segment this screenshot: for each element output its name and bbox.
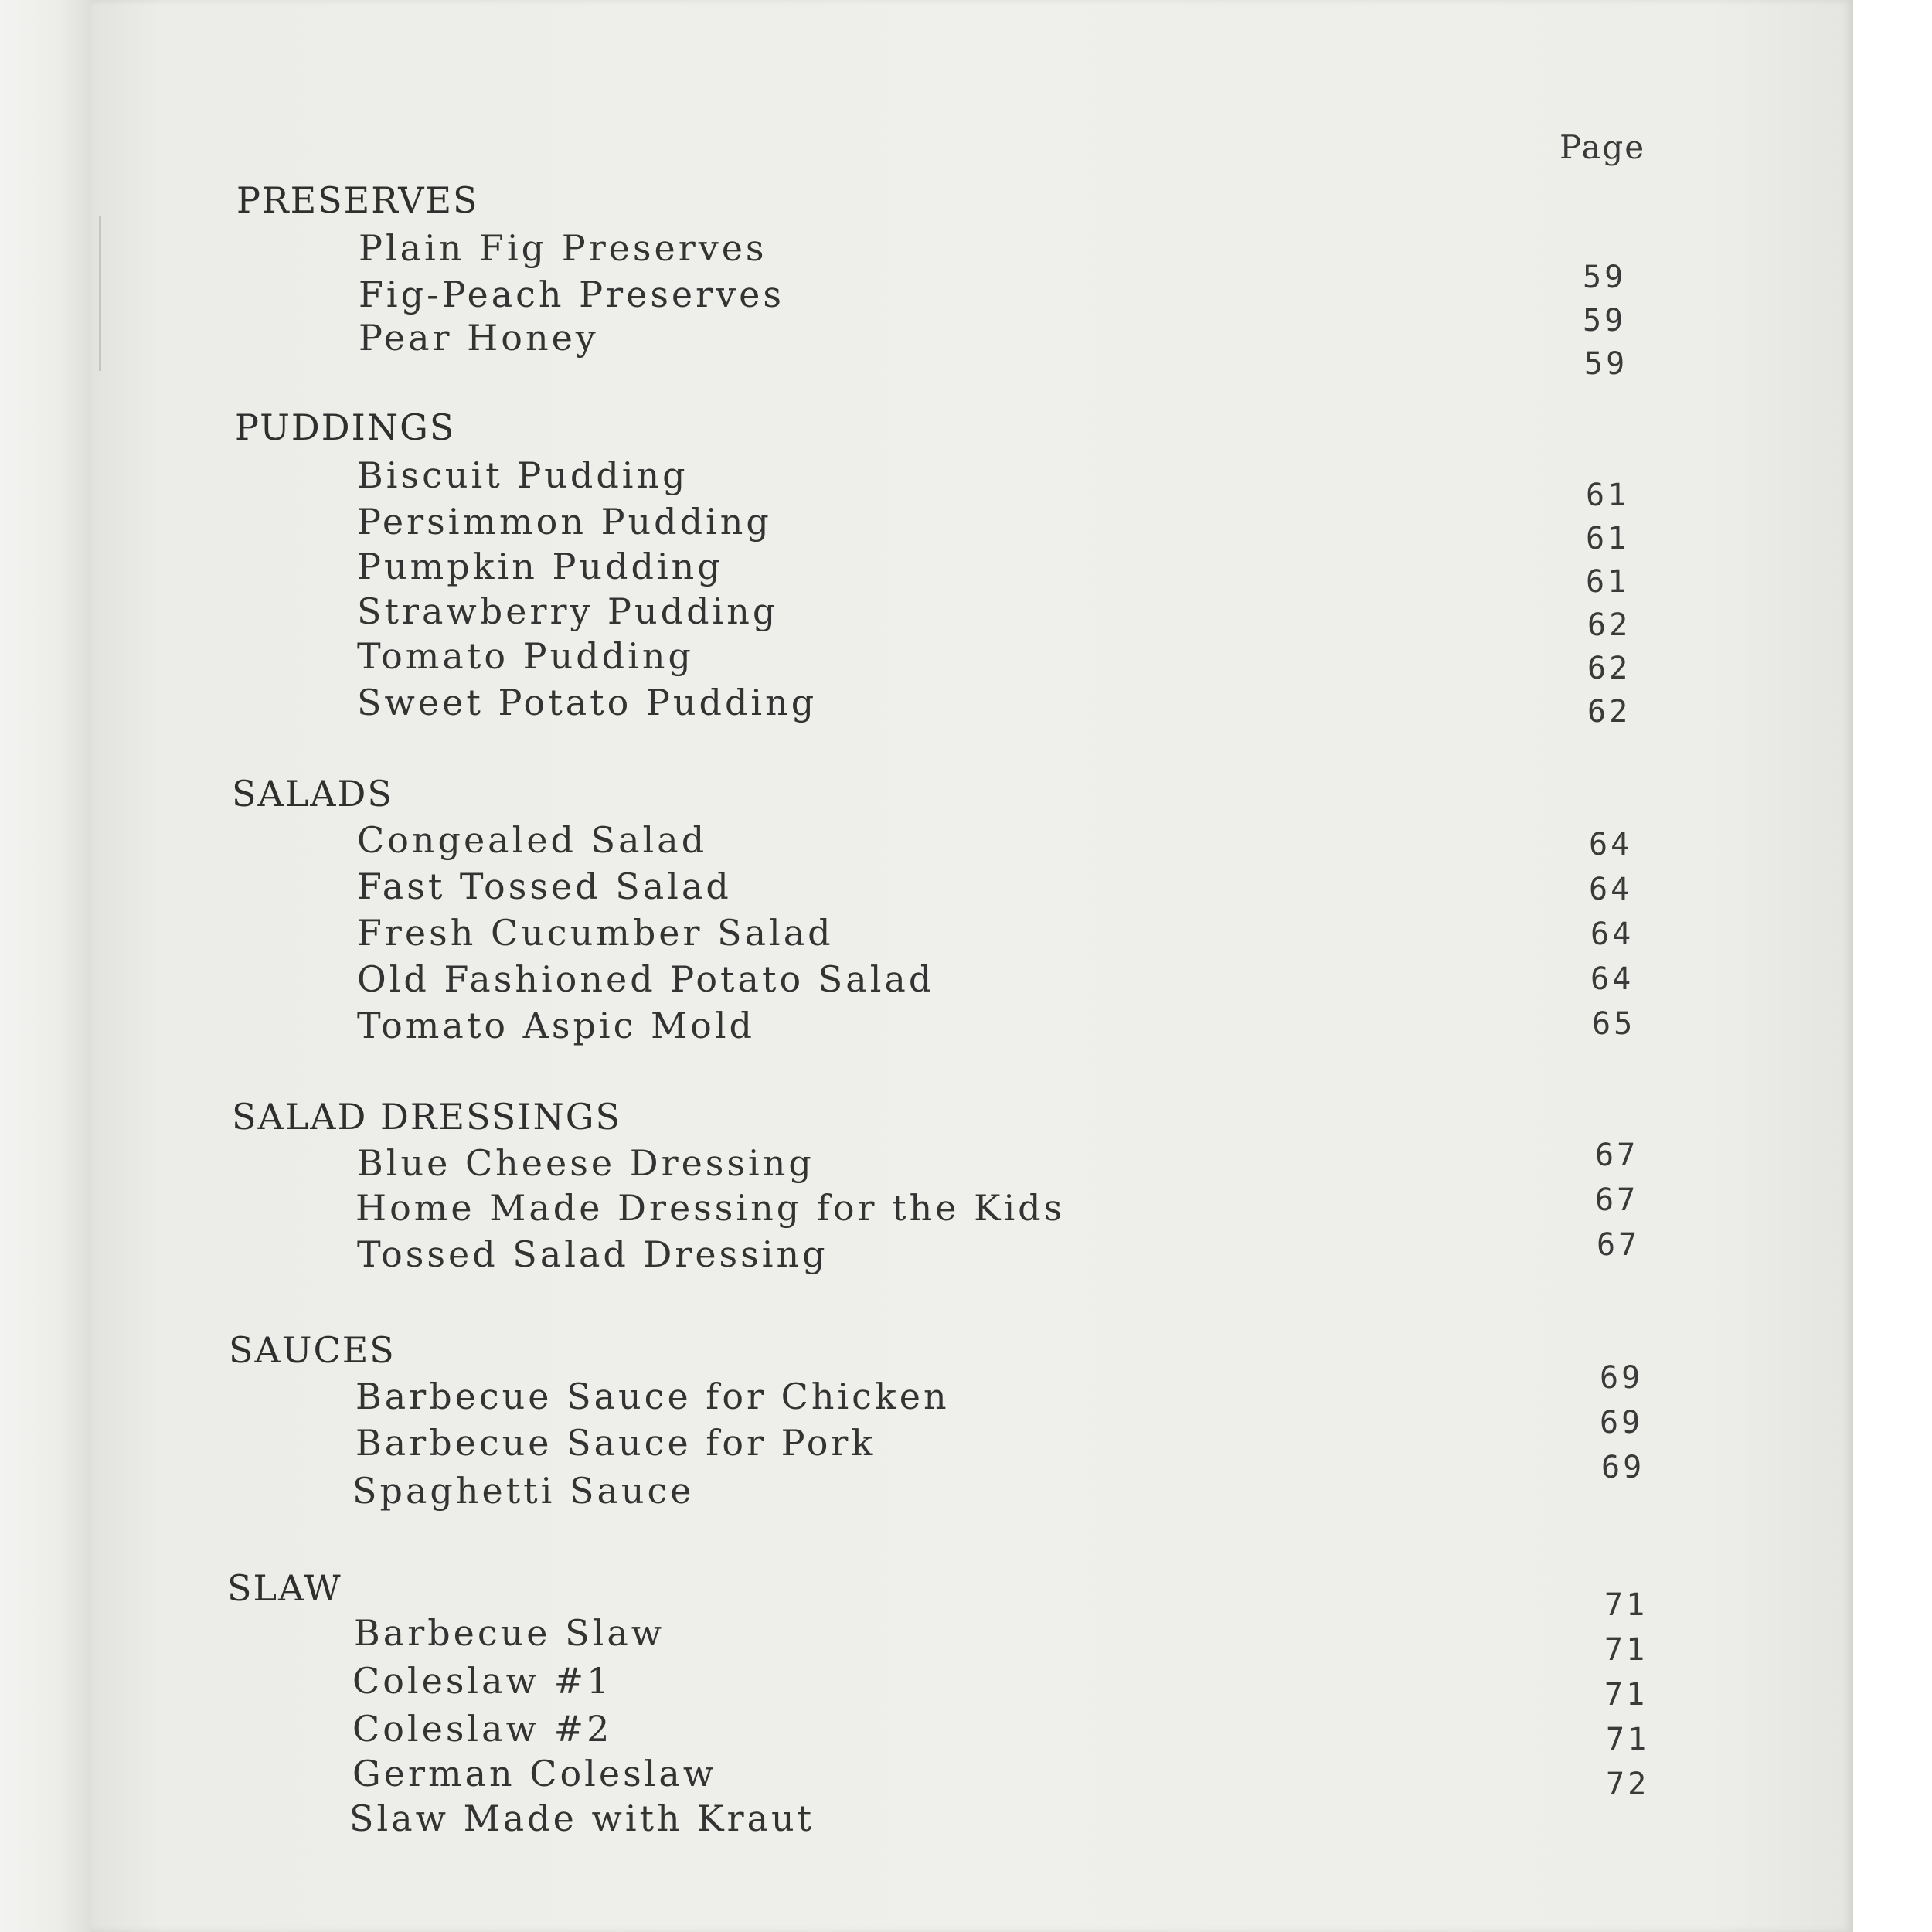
page-number: 69 [1600,1360,1644,1396]
entry-pumpkin-pudding: Pumpkin Pudding [357,546,723,587]
entry-strawberry-pudding: Strawberry Pudding [357,590,779,632]
page-number: 69 [1600,1405,1644,1440]
page-column-heading: Page [1560,128,1646,166]
page-number: 62 [1587,651,1631,686]
page-number: 59 [1583,303,1627,338]
entry-fig-peach-preserves: Fig-Peach Preserves [359,274,784,315]
page-number: 64 [1590,961,1634,997]
section-title-slaw: SLAW [227,1567,342,1609]
page-number: 64 [1589,827,1633,862]
page-number: 62 [1587,694,1631,730]
page-number: 69 [1601,1450,1645,1485]
left-page-edge [0,0,100,1932]
entry-persimmon-pudding: Persimmon Pudding [357,501,772,543]
entry-home-made-dressing-for-the-kids: Home Made Dressing for the Kids [355,1187,1066,1229]
entry-fresh-cucumber-salad: Fresh Cucumber Salad [357,912,834,954]
entry-barbecue-sauce-for-chicken: Barbecue Sauce for Chicken [355,1376,950,1417]
entry-biscuit-pudding: Biscuit Pudding [357,454,689,496]
page-number: 64 [1589,872,1633,907]
entry-tossed-salad-dressing: Tossed Salad Dressing [357,1233,828,1275]
entry-coleslaw-2: Coleslaw #2 [352,1708,613,1750]
page-number: 72 [1606,1767,1650,1802]
page-number: 71 [1604,1587,1648,1623]
entry-tomato-pudding: Tomato Pudding [357,635,694,677]
entry-blue-cheese-dressing: Blue Cheese Dressing [357,1142,815,1184]
section-title-salads: SALADS [232,773,393,815]
page-number: 62 [1587,607,1631,643]
page-number: 59 [1583,260,1627,295]
entry-slaw-made-with-kraut: Slaw Made with Kraut [349,1798,815,1839]
section-title-preserves: PRESERVES [236,179,479,221]
entry-pear-honey: Pear Honey [359,317,599,359]
entry-barbecue-slaw: Barbecue Slaw [354,1612,665,1654]
page-number: 65 [1592,1006,1636,1042]
page-number: 71 [1604,1632,1648,1668]
entry-congealed-salad: Congealed Salad [357,819,708,861]
page-number: 71 [1606,1722,1650,1757]
entry-old-fashioned-potato-salad: Old Fashioned Potato Salad [357,958,935,1000]
entry-coleslaw-1: Coleslaw #1 [352,1660,613,1702]
section-title-sauces: SAUCES [229,1329,396,1371]
page-number: 67 [1595,1182,1639,1218]
page-number: 61 [1586,521,1630,556]
binding-crease [99,216,101,371]
entry-fast-tossed-salad: Fast Tossed Salad [357,866,732,907]
page-number: 67 [1595,1138,1639,1173]
entry-tomato-aspic-mold: Tomato Aspic Mold [357,1005,755,1046]
page-number: 67 [1597,1227,1641,1263]
section-title-puddings: PUDDINGS [235,406,456,448]
page-number: 59 [1584,346,1628,382]
entry-barbecue-sauce-for-pork: Barbecue Sauce for Pork [355,1422,876,1464]
page-number: 71 [1604,1677,1648,1713]
entry-plain-fig-preserves: Plain Fig Preserves [359,227,767,269]
entry-german-coleslaw: German Coleslaw [352,1753,717,1794]
section-title-salad-dressings: SALAD DRESSINGS [232,1096,621,1138]
entry-spaghetti-sauce: Spaghetti Sauce [352,1470,695,1512]
page-number: 64 [1590,917,1634,952]
entry-sweet-potato-pudding: Sweet Potato Pudding [357,682,818,723]
page-number: 61 [1586,478,1630,513]
page-number: 61 [1586,564,1630,600]
